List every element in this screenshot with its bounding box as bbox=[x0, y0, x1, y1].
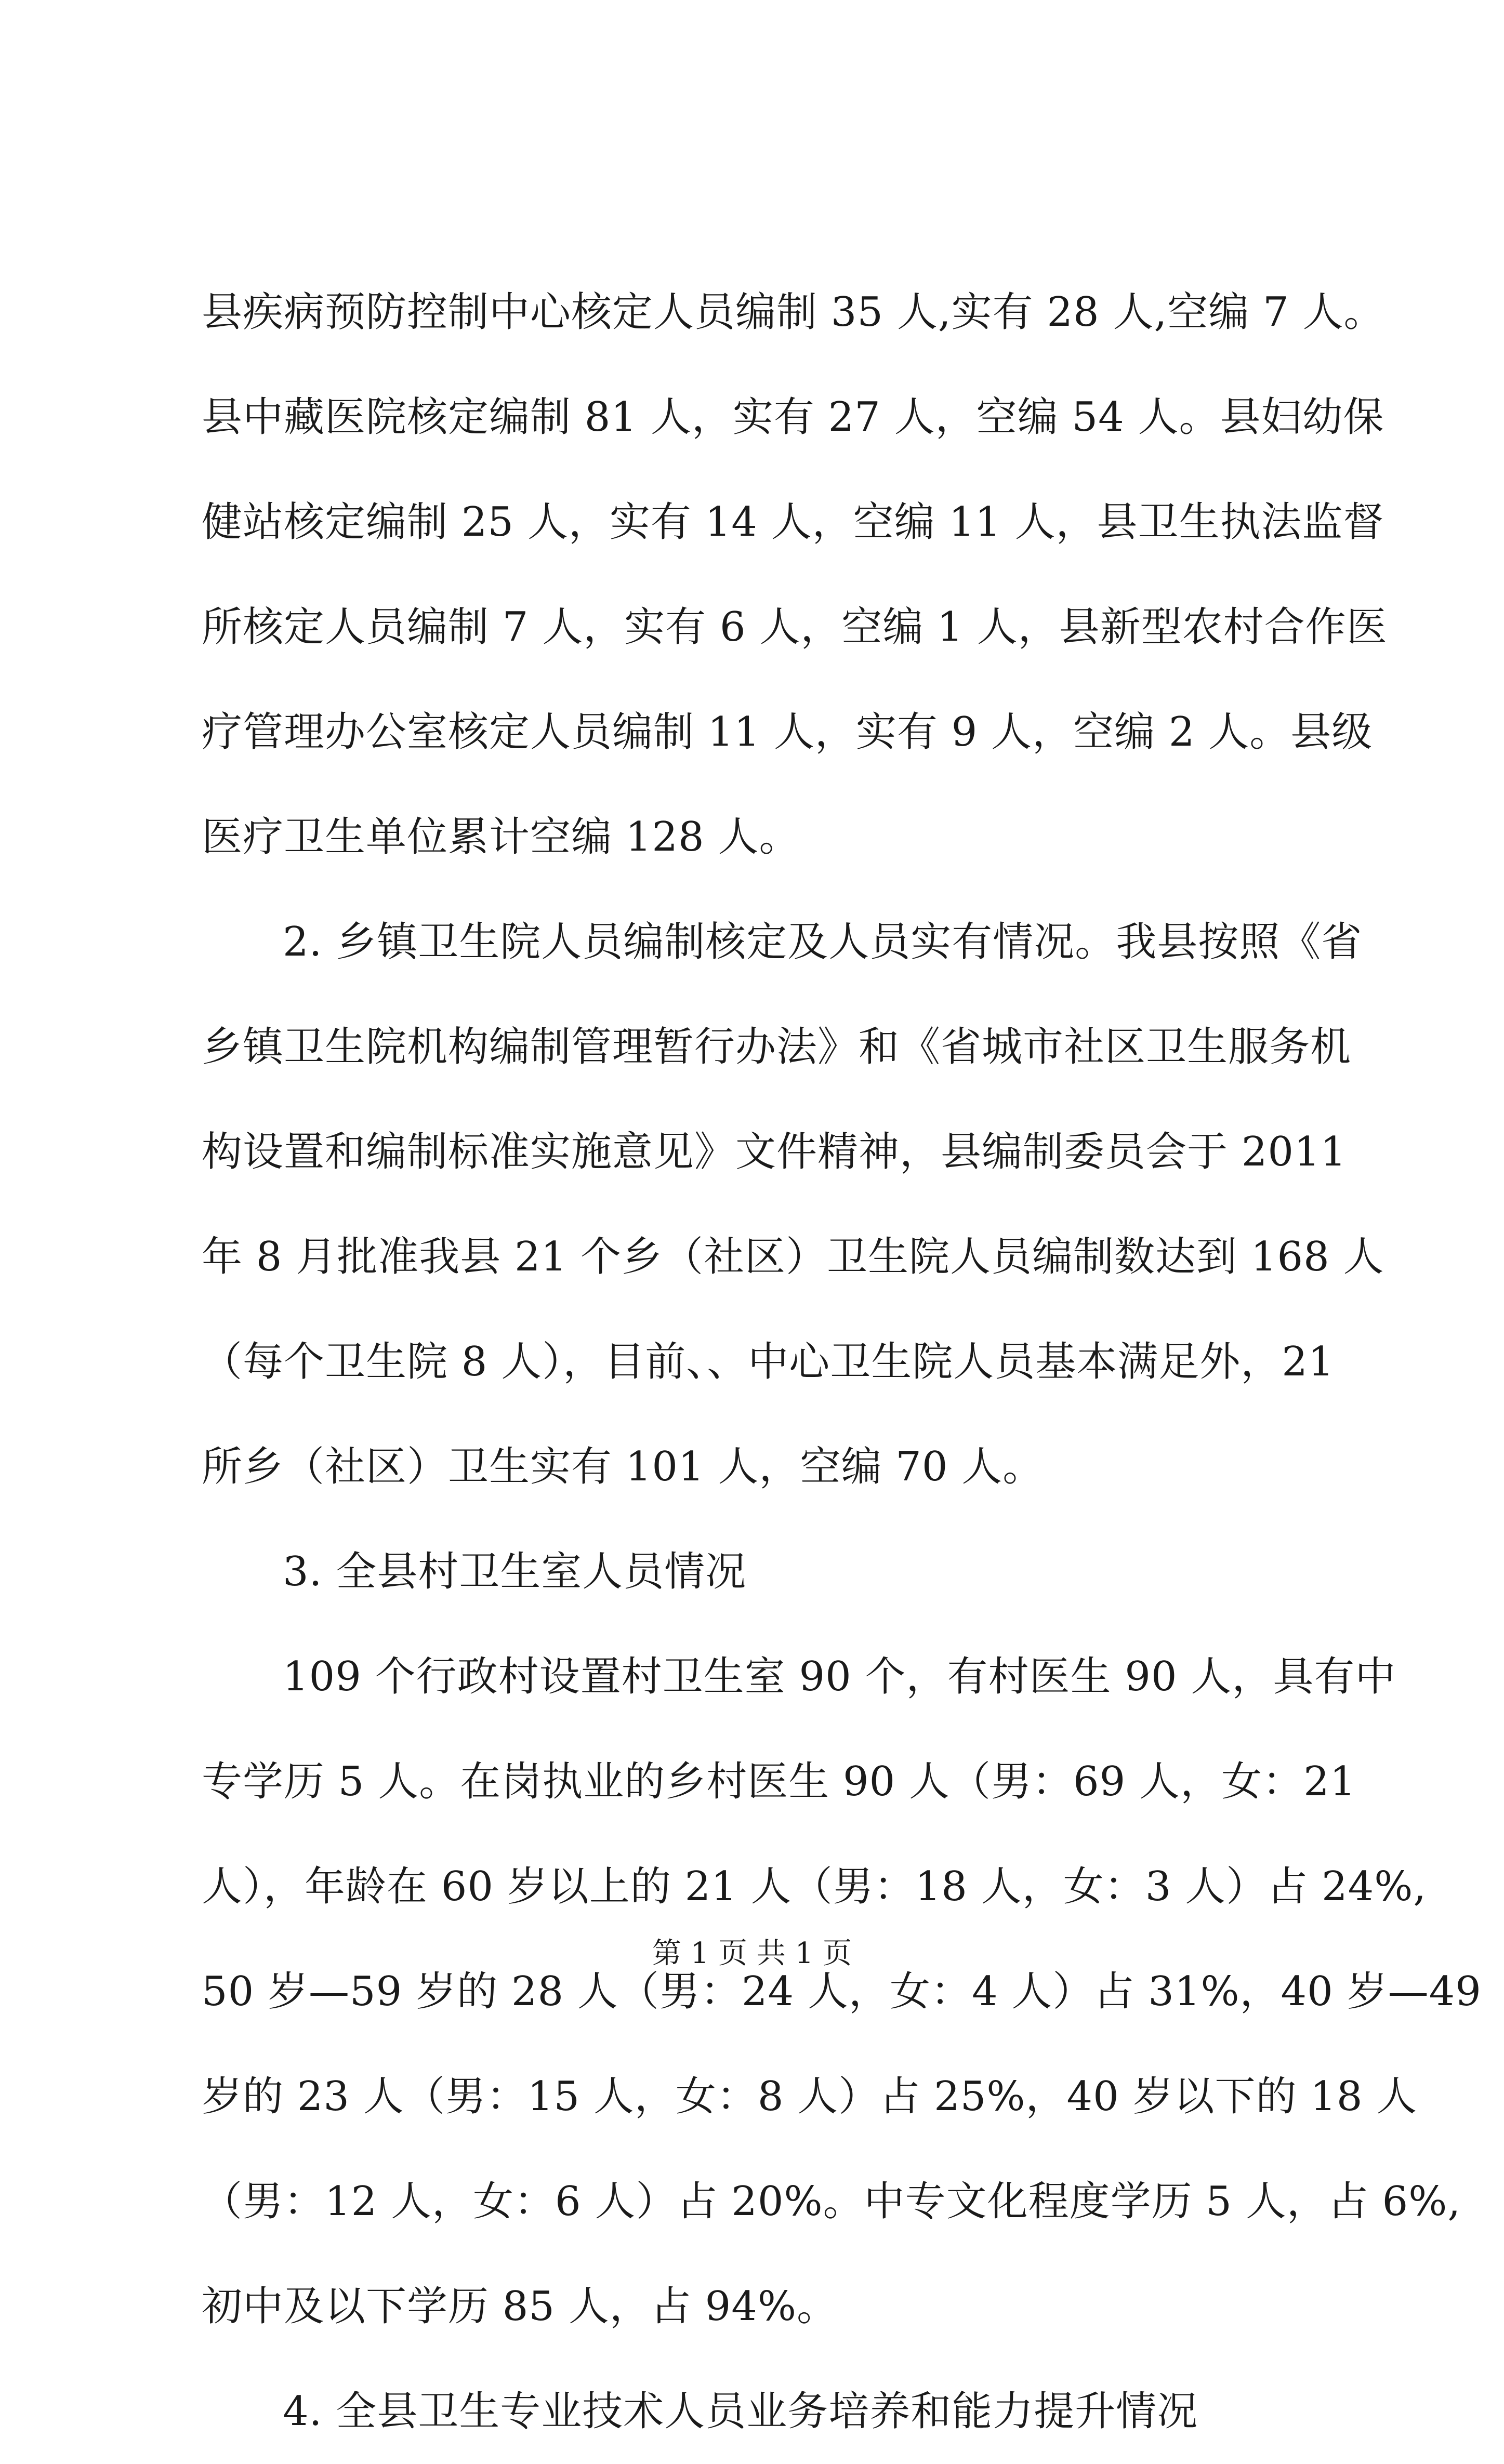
document-body bbox=[202, 260, 1482, 2464]
body-line-2: 县中藏医院核定编制 81 人，实有 27 人，空编 54 人。县妇幼保 bbox=[202, 394, 1384, 441]
section-heading-4: 4. 全县卫生专业技术人员业务培养和能力提升情况 bbox=[283, 2388, 1198, 2435]
body-line-9: 构设置和编制标准实施意见》文件精神，县编制委员会于 2011 bbox=[202, 1129, 1347, 1175]
body-line-17: 50 岁—59 岁的 28 人（男：24 人，女：4 人）占 31%，40 岁—49 bbox=[202, 1968, 1482, 2015]
body-line-5: 疗管理办公室核定人员编制 11 人，实有 9 人，空编 2 人。县级 bbox=[202, 709, 1373, 756]
body-line-14: 109 个行政村设置村卫生室 90 个，有村医生 90 人，具有中 bbox=[283, 1653, 1396, 1700]
section-heading-2: 2. 乡镇卫生院人员编制核定及人员实有情况。我县按照《省 bbox=[283, 919, 1363, 965]
body-line-19: （男：12 人，女：6 人）占 20%。中专文化程度学历 5 人，占 6%, bbox=[202, 2178, 1461, 2225]
section-heading-3: 3. 全县村卫生室人员情况 bbox=[283, 1548, 747, 1595]
body-line-3: 健站核定编制 25 人，实有 14 人，空编 11 人，县卫生执法监督 bbox=[202, 499, 1384, 546]
body-line-16: 人），年龄在 60 岁以上的 21 人（男：18 人，女：3 人）占 24%, bbox=[202, 1863, 1427, 1910]
body-line-8: 乡镇卫生院机构编制管理暂行办法》和《省城市社区卫生服务机 bbox=[202, 1024, 1352, 1070]
page-number-footer: 第 1 页 共 1 页 bbox=[652, 1937, 852, 1970]
body-line-20: 初中及以下学历 85 人，占 94%。 bbox=[202, 2283, 838, 2330]
body-line-15: 专学历 5 人。在岗执业的乡村医生 90 人（男：69 人，女：21 bbox=[202, 1758, 1356, 1805]
body-line-10: 年 8 月批准我县 21 个乡（社区）卫生院人员编制数达到 168 人 bbox=[202, 1234, 1384, 1280]
body-line-18: 岁的 23 人（男：15 人，女：8 人）占 25%，40 岁以下的 18 人 bbox=[202, 2073, 1418, 2120]
body-line-6: 医疗卫生单位累计空编 128 人。 bbox=[202, 814, 800, 860]
body-line-4: 所核定人员编制 7 人，实有 6 人，空编 1 人，县新型农村合作医 bbox=[202, 604, 1388, 651]
body-line-11: （每个卫生院 8 人），目前、、中心卫生院人员基本满足外，21 bbox=[202, 1339, 1335, 1385]
body-line-12: 所乡（社区）卫生实有 101 人，空编 70 人。 bbox=[202, 1443, 1044, 1490]
body-line-1: 县疾病预防控制中心核定人员编制 35 人,实有 28 人,空编 7 人。 bbox=[202, 289, 1385, 336]
